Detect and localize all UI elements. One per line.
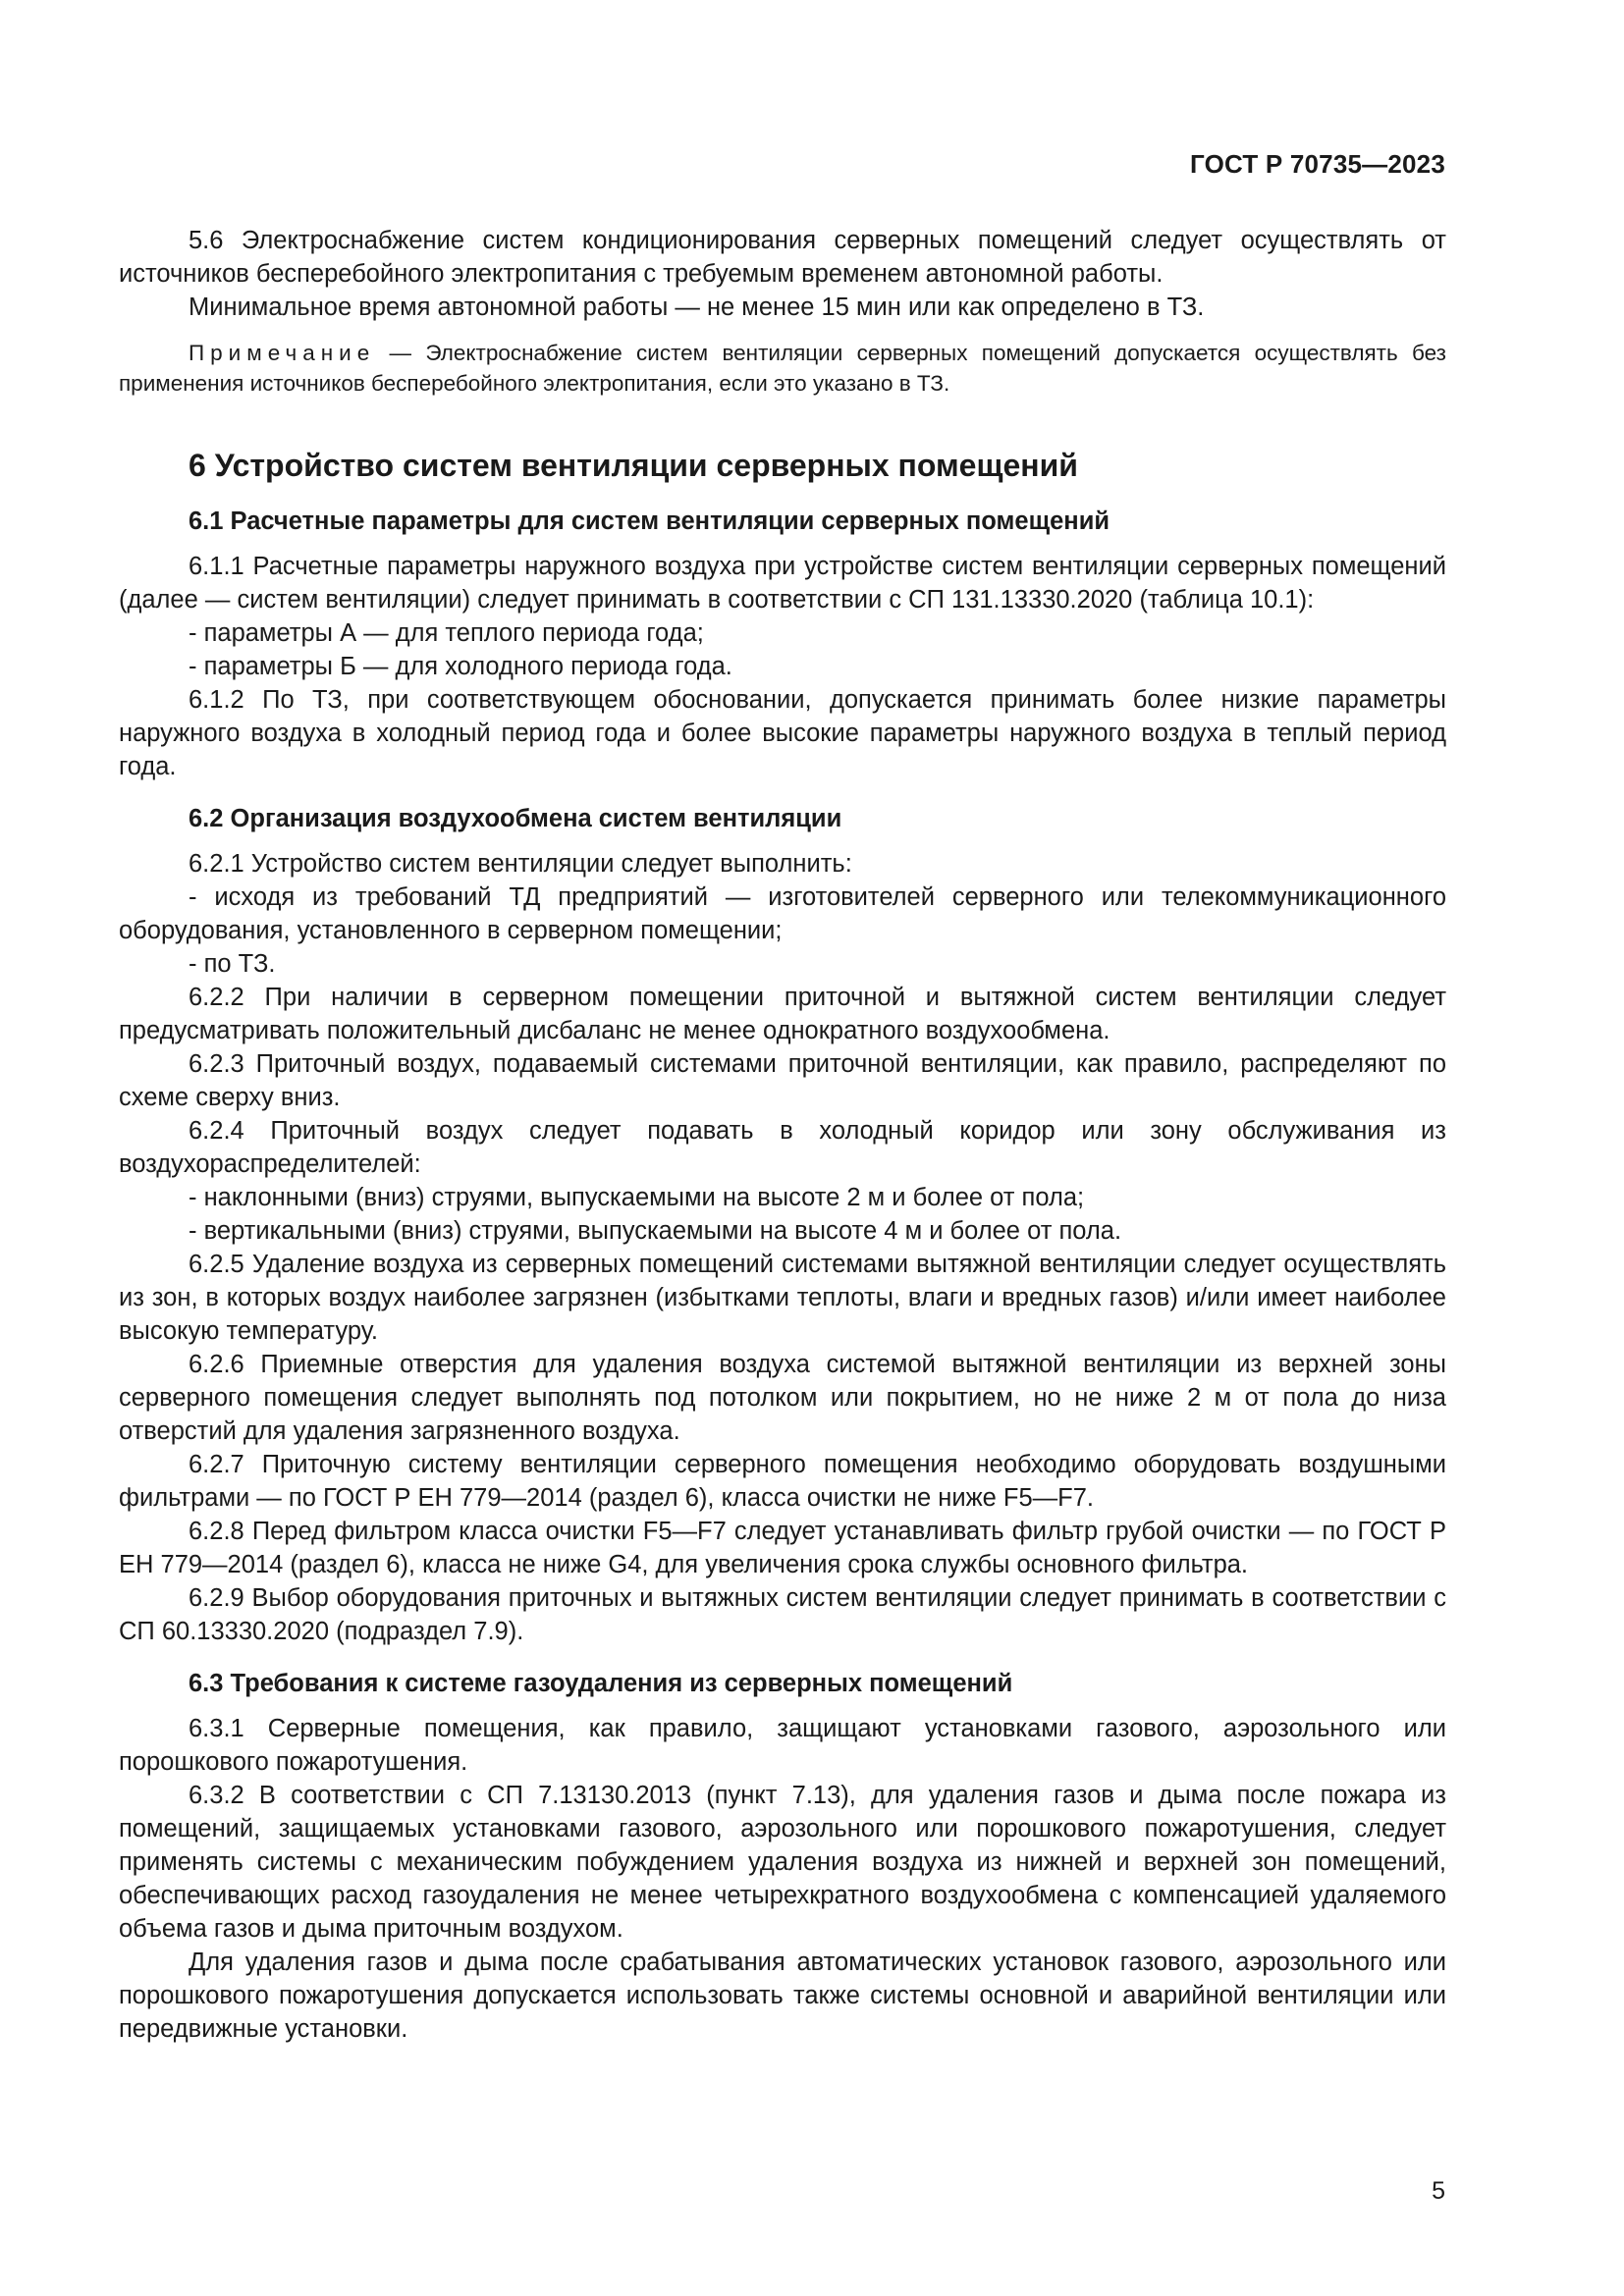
note-text: — Электроснабжение систем вентиляции серверных помещений допускается осуществлять без применения источников бесперебойного электропитания, если это указано в ТЗ. — [119, 341, 1446, 396]
paragraph: 6.2.5 Удаление воздуха из серверных помещений системами вытяжной вентиляции следует осуществлять из зон, в которых воздух наиболее загрязнен (избытками теплоты, влаги и вредных газов) и/или имеет наиболее высокую температуру. — [119, 1251, 1446, 1345]
list-item: - наклонными (вниз) струями, выпускаемыми на высоте 2 м и более от пола; — [189, 1184, 1085, 1211]
section-6-2-title: 6.2 Организация воздухообмена систем вентиляции — [189, 805, 842, 832]
paragraph-5-6: 5.6 Электроснабжение систем кондиционирования серверных помещений следует осуществлять от источников бесперебойного электропитания с требуемым временем автономной работы. — [119, 227, 1446, 288]
paragraph: 6.2.9 Выбор оборудования приточных и вытяжных систем вентиляции следует принимать в соответствии с СП 60.13330.2020 (подраздел 7.9). — [119, 1584, 1446, 1645]
section-6-3-title: 6.3 Требования к системе газоудаления из серверных помещений — [189, 1670, 1013, 1697]
paragraph: Для удаления газов и дыма после срабатывания автоматических установок газового, аэрозольного или порошкового пожаротушения допускается использовать также системы основной и аварийной вентиляции или передвижные установки. — [119, 1949, 1446, 2043]
list-item: - вертикальными (вниз) струями, выпускаемыми на высоте 4 м и более от пола. — [189, 1217, 1122, 1245]
list-item: - параметры Б — для холодного периода года. — [189, 653, 732, 680]
paragraph: 6.2.3 Приточный воздух, подаваемый системами приточной вентиляции, как правило, распределяют по схеме сверху вниз. — [119, 1050, 1446, 1111]
paragraph: 6.2.1 Устройство систем вентиляции следует выполнить: — [189, 850, 852, 878]
paragraph: 6.2.6 Приемные отверстия для удаления воздуха системой вытяжной вентиляции из верхней зоны серверного помещения следует выполнять под потолком или покрытием, но не ниже 2 м от пола до низа отверстий для удаления загрязненного воздуха. — [119, 1351, 1446, 1445]
note — [119, 338, 1446, 399]
section-6-title: 6 Устройство систем вентиляции серверных помещений — [189, 448, 1078, 483]
paragraph: 6.3.1 Серверные помещения, как правило, защищают установками газового, аэрозольного или порошкового пожаротушения. — [119, 1715, 1446, 1776]
paragraph: 6.2.7 Приточную систему вентиляции серверного помещения необходимо оборудовать воздушными фильтрами — по ГОСТ Р ЕН 779—2014 (раздел 6), класса очистки не ниже F5—F7. — [119, 1451, 1446, 1512]
note-label: Примечание — [189, 341, 376, 365]
paragraph: 6.1.1 Расчетные параметры наружного воздуха при устройстве систем вентиляции серверных помещений (далее — систем вентиляции) следует принимать в соответствии с СП 131.13330.2020 (таблица 10.1): — [119, 553, 1446, 614]
list-item: - по ТЗ. — [189, 950, 276, 978]
list-item: - параметры А — для теплого периода года; — [189, 619, 704, 647]
paragraph: 6.1.2 По ТЗ, при соответствующем обосновании, допускается принимать более низкие параметры наружного воздуха в холодный период года и более высокие параметры наружного воздуха в теплый период года. — [119, 686, 1446, 780]
page-number: 5 — [1432, 2177, 1445, 2205]
paragraph: 6.2.4 Приточный воздух следует подавать в холодный коридор или зону обслуживания из воздухораспределителей: — [119, 1117, 1446, 1178]
list-item: - исходя из требований ТД предприятий — изготовителей серверного или телекоммуникационного оборудования, установленного в серверном помещении; — [119, 883, 1446, 944]
paragraph: 6.3.2 В соответствии с СП 7.13130.2013 (пункт 7.13), для удаления газов и дыма после пожара из помещений, защищаемых установками газового, аэрозольного или порошкового пожаротушения, следует применять системы с механическим побуждением удаления воздуха из нижней и верхней зон помещений, обеспечивающих расход газоудаления не менее четырехкратного воздухообмена с компенсацией удаляемого объема газов и дыма приточным воздухом. — [119, 1782, 1446, 1943]
document-body — [119, 224, 1446, 2046]
paragraph-min-time: Минимальное время автономной работы — не менее 15 мин или как определено в ТЗ. — [189, 294, 1205, 321]
paragraph: 6.2.2 При наличии в серверном помещении приточной и вытяжной систем вентиляции следует предусматривать положительный дисбаланс не менее однократного воздухообмена. — [119, 984, 1446, 1044]
paragraph: 6.2.8 Перед фильтром класса очистки F5—F7 следует устанавливать фильтр грубой очистки — по ГОСТ Р ЕН 779—2014 (раздел 6), класса не ниже G4, для увеличения срока службы основного фильтра. — [119, 1518, 1446, 1578]
section-6-1-title: 6.1 Расчетные параметры для систем вентиляции серверных помещений — [189, 507, 1110, 535]
document-header-id: ГОСТ Р 70735—2023 — [1190, 149, 1445, 179]
